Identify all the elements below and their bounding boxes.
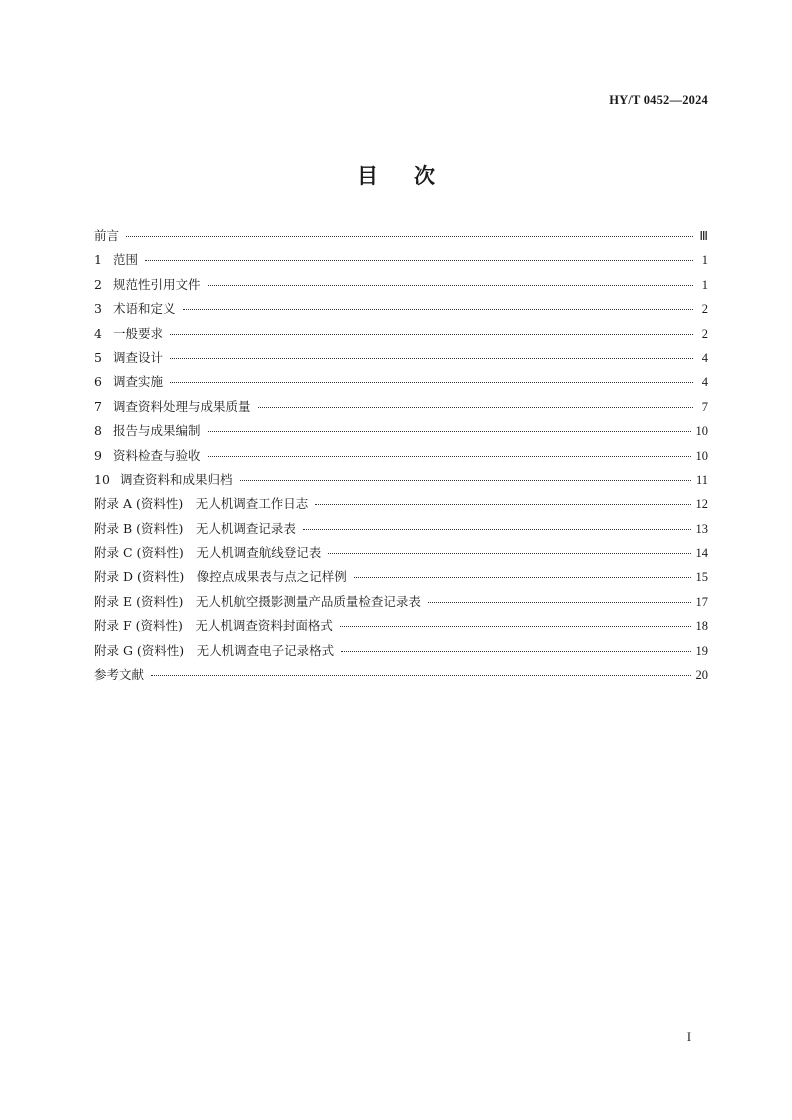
- toc-entry-number: 1: [94, 252, 102, 268]
- toc-entry-label: 一般要求: [113, 325, 164, 341]
- toc-entry-number: 4: [94, 325, 102, 341]
- toc-leader-dots: [258, 407, 693, 408]
- toc-leader-dots: [208, 456, 691, 457]
- toc-entry-page: Ⅲ: [699, 229, 708, 243]
- toc-leader-dots: [428, 602, 691, 603]
- toc-leader-dots: [145, 260, 693, 261]
- toc-entry-page: 20: [695, 668, 708, 683]
- toc-leader-dots: [315, 504, 690, 505]
- toc-entry-label: 附录 D (资料性) 像控点成果表与点之记样例: [94, 569, 347, 585]
- toc-entry-page: 12: [695, 497, 708, 512]
- toc-entry[interactable]: [94, 397, 708, 421]
- toc-entry-page: 2: [701, 302, 708, 317]
- toc-leader-dots: [170, 334, 693, 335]
- toc-entry[interactable]: [94, 372, 708, 396]
- toc-entry-page: 11: [695, 472, 708, 487]
- toc-entry-label: 调查资料处理与成果质量: [113, 398, 251, 414]
- toc-entry-label: 附录 F (资料性) 无人机调查资料封面格式: [94, 618, 333, 634]
- toc-leader-dots: [151, 675, 690, 676]
- toc-entry-label: 范围: [113, 252, 139, 268]
- toc-entry-label: 调查实施: [113, 374, 164, 390]
- toc-entry[interactable]: [94, 470, 708, 494]
- toc-entry-page: 10: [695, 424, 708, 439]
- toc-leader-dots: [341, 651, 690, 652]
- toc-entry-page: 1: [701, 277, 708, 292]
- toc-entry-page: 7: [701, 399, 708, 414]
- toc-entry[interactable]: [94, 226, 708, 250]
- toc-entry[interactable]: [94, 250, 708, 274]
- toc-leader-dots: [183, 309, 693, 310]
- toc-entry-label: 资料检查与验收: [113, 447, 201, 463]
- toc-entry-label: 前言: [94, 228, 120, 243]
- toc-leader-dots: [240, 480, 691, 481]
- toc-entry-page: 18: [695, 619, 708, 634]
- toc-entry-label: 术语和定义: [113, 301, 176, 317]
- toc-entry-label: 附录 B (资料性) 无人机调查记录表: [94, 520, 296, 536]
- document-code: HY/T 0452—2024: [609, 93, 708, 107]
- toc-entry[interactable]: [94, 348, 708, 372]
- toc-entry[interactable]: [94, 275, 708, 299]
- toc-leader-dots: [126, 236, 693, 237]
- toc-entry-number: 7: [94, 398, 102, 414]
- toc-entry-number: 6: [94, 374, 102, 390]
- table-of-contents: [94, 226, 708, 689]
- page-title-char: 目: [357, 164, 378, 188]
- toc-entry[interactable]: [94, 299, 708, 323]
- toc-leader-dots: [303, 529, 691, 530]
- page-title: [0, 160, 792, 190]
- toc-leader-dots: [208, 285, 693, 286]
- toc-entry[interactable]: [94, 641, 708, 665]
- toc-leader-dots: [170, 382, 693, 383]
- toc-entry-page: 4: [701, 350, 708, 365]
- toc-entry-page: 2: [701, 326, 708, 341]
- toc-entry-page: 17: [695, 594, 708, 609]
- toc-entry[interactable]: [94, 446, 708, 470]
- toc-entry-page: 14: [695, 546, 708, 561]
- toc-entry-number: 10: [94, 471, 110, 487]
- toc-entry[interactable]: [94, 616, 708, 640]
- toc-entry-label: 附录 E (资料性) 无人机航空摄影测量产品质量检查记录表: [94, 593, 421, 609]
- toc-entry-page: 13: [695, 521, 708, 536]
- toc-entry-page: 19: [695, 643, 708, 658]
- toc-entry-page: 15: [695, 570, 708, 585]
- toc-entry[interactable]: [94, 567, 708, 591]
- page-title-char: 次: [414, 164, 435, 188]
- toc-entry[interactable]: [94, 324, 708, 348]
- toc-entry[interactable]: [94, 543, 708, 567]
- toc-leader-dots: [170, 358, 693, 359]
- toc-entry-number: 5: [94, 349, 102, 365]
- toc-leader-dots: [354, 577, 691, 578]
- toc-entry[interactable]: [94, 592, 708, 616]
- toc-leader-dots: [340, 626, 691, 627]
- toc-entry-label: 参考文献: [94, 667, 145, 683]
- toc-entry-number: 8: [94, 423, 102, 439]
- toc-entry[interactable]: [94, 494, 708, 518]
- toc-entry-number: 9: [94, 447, 102, 463]
- toc-entry[interactable]: [94, 665, 708, 689]
- toc-entry-label: 调查设计: [113, 349, 164, 365]
- page-folio: I: [686, 1030, 691, 1044]
- toc-leader-dots: [328, 553, 690, 554]
- toc-entry-page: 10: [695, 448, 708, 463]
- toc-entry[interactable]: [94, 519, 708, 543]
- toc-entry-number: 3: [94, 301, 102, 317]
- toc-entry-label: 附录 C (资料性) 无人机调查航线登记表: [94, 545, 322, 561]
- toc-entry-label: 规范性引用文件: [113, 276, 201, 292]
- toc-entry-number: 2: [94, 276, 102, 292]
- toc-entry-label: 附录 G (资料性) 无人机调查电子记录格式: [94, 642, 335, 658]
- toc-entry-label: 附录 A (资料性) 无人机调查工作日志: [94, 496, 309, 512]
- toc-entry[interactable]: [94, 421, 708, 445]
- toc-entry-page: 4: [701, 375, 708, 390]
- toc-entry-page: 1: [701, 253, 708, 268]
- toc-entry-label: 调查资料和成果归档: [120, 471, 233, 487]
- toc-leader-dots: [208, 431, 691, 432]
- toc-entry-label: 报告与成果编制: [113, 423, 201, 439]
